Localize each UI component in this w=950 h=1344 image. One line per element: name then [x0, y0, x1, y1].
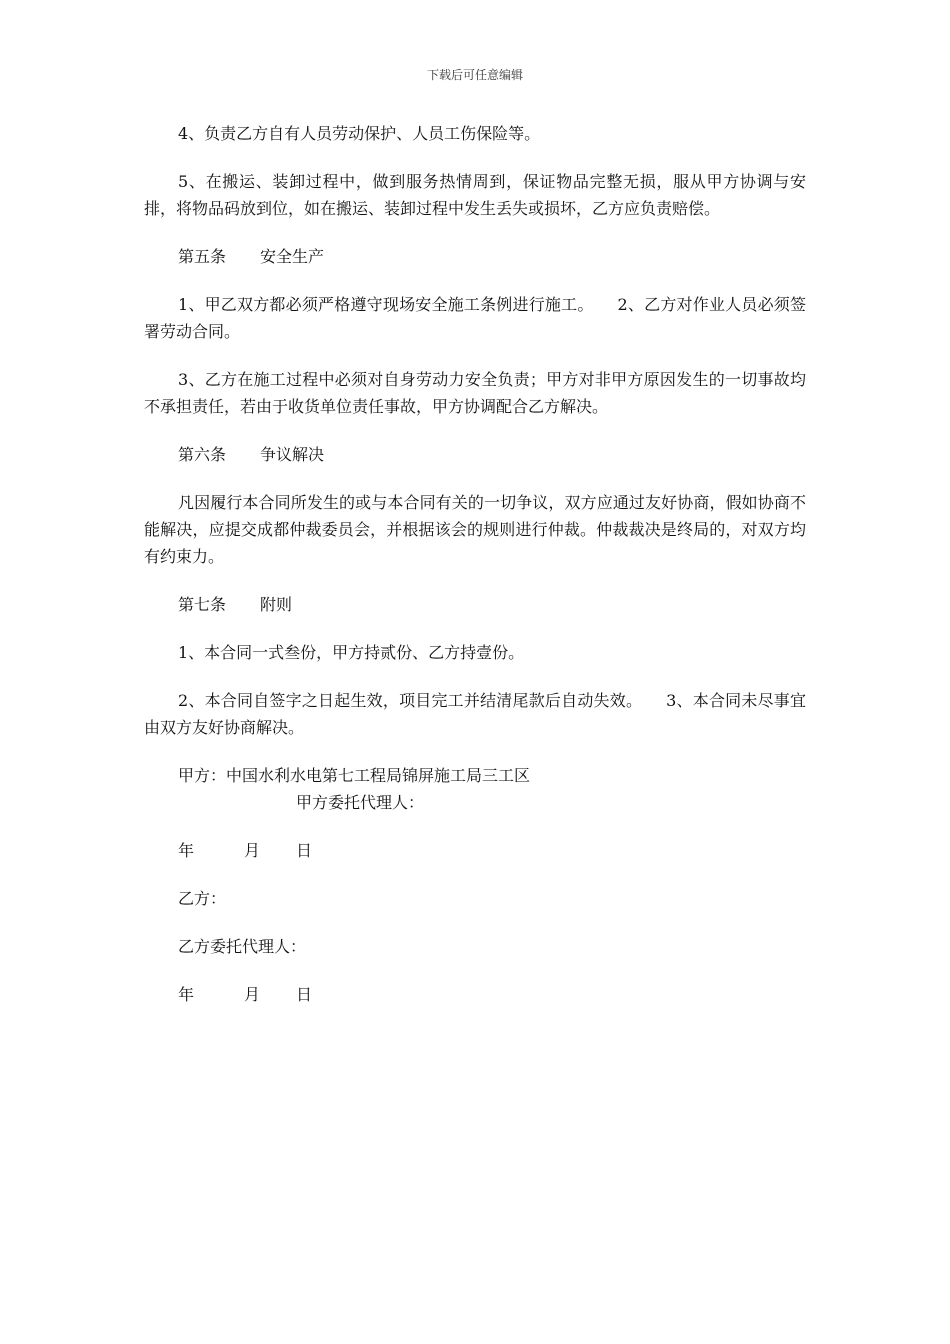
clause-effect-2-3: [144, 687, 806, 741]
clause-copies: 1、本合同一式叁份，甲方持贰份、乙方持壹份。: [178, 643, 525, 662]
party-a-agent: 甲方委托代理人：: [296, 793, 425, 812]
clause-safety-3: 3、乙方在施工过程中必须对自身劳动力安全负责；甲方对非甲方原因发生的一切事故均不承担责任，若由于收货单位责任事故，甲方协调配合乙方解决。: [144, 370, 806, 416]
date-month: 月: [244, 841, 261, 860]
clause-5-handling: 5、在搬运、装卸过程中，做到服务热情周到，保证物品完整无损，服从甲方协调与安排，将物品码放到位，如在搬运、装卸过程中发生丢失或损坏，乙方应负责赔偿。: [144, 172, 806, 218]
article-number: 第六条: [178, 445, 227, 464]
clause-dispute: 凡因履行本合同所发生的或与本合同有关的一切争议，双方应通过友好协商，假如协商不能解决，应提交成都仲裁委员会，并根据该会的规则进行仲裁。仲裁裁决是终局的，对双方均有约束力。: [144, 493, 806, 566]
date-day: 日: [296, 841, 313, 860]
contract-body: [144, 120, 806, 1029]
article-number: 第五条: [178, 247, 227, 266]
article-6-heading: [178, 441, 806, 468]
clause-safety-1: 1、甲乙双方都必须严格遵守现场安全施工条例进行施工。: [178, 295, 594, 314]
party-a-name: 甲方：中国水利水电第七工程局锦屏施工局三工区: [178, 766, 531, 785]
article-5-heading: [178, 243, 806, 270]
party-b-agent: 乙方委托代理人：: [178, 937, 307, 956]
party-b-name: 乙方：: [178, 889, 227, 908]
clause-4-labor-protection: 4、负责乙方自有人员劳动保护、人员工伤保险等。: [178, 124, 541, 143]
clause-safety-1-2: [144, 291, 806, 345]
party-b-date: [178, 981, 806, 1008]
article-number: 第七条: [178, 595, 227, 614]
date-month: 月: [244, 985, 261, 1004]
page-header-note: 下载后可任意编辑: [426, 68, 523, 82]
party-a-date: [178, 837, 806, 864]
date-day: 日: [296, 985, 313, 1004]
article-7-heading: [178, 591, 806, 618]
article-title: 争议解决: [260, 445, 325, 464]
date-year: 年: [178, 985, 195, 1004]
date-year: 年: [178, 841, 195, 860]
clause-unresolved: 3、本合同未尽事宜由双方友好协商解决。: [144, 691, 807, 737]
article-title: 安全生产: [260, 247, 325, 266]
clause-effect: 2、本合同自签字之日起生效，项目完工并结清尾款后自动失效。: [178, 691, 643, 710]
article-title: 附则: [260, 595, 293, 614]
clause-safety-2: 2、乙方对作业人员必须签署劳动合同。: [144, 295, 806, 341]
